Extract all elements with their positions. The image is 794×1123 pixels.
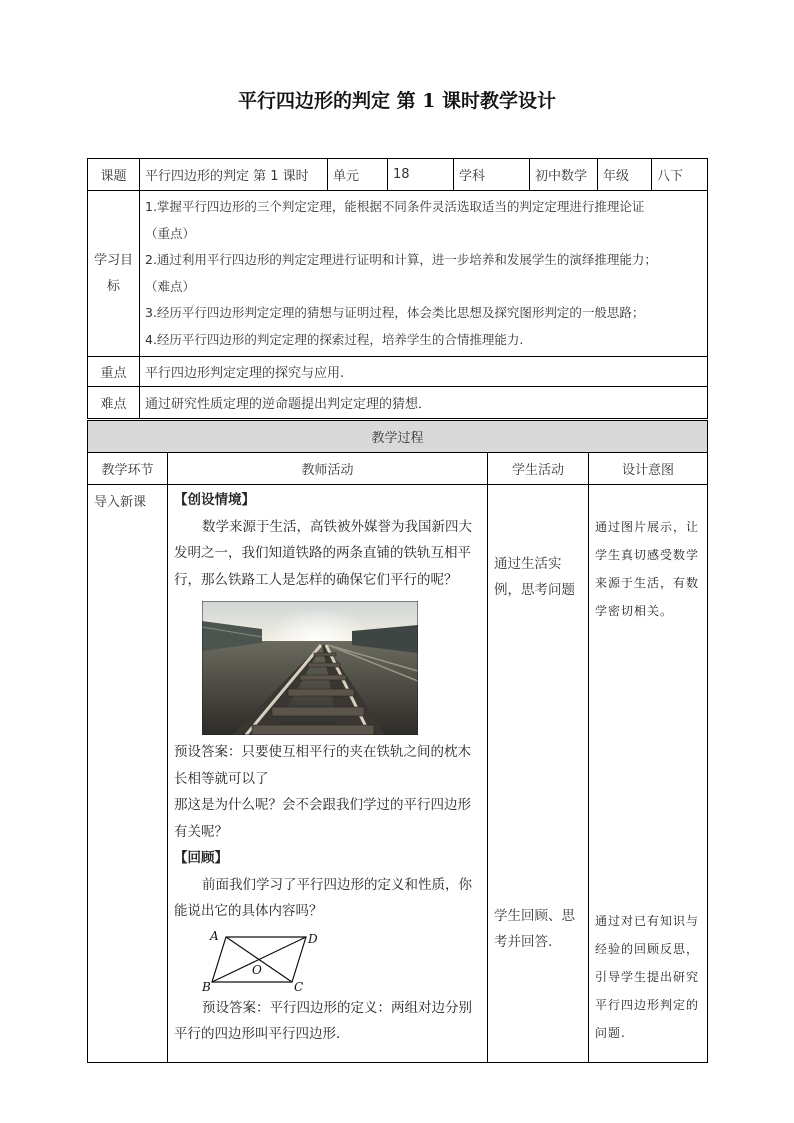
topic-label: 课题 <box>88 159 140 191</box>
teaching-process-table <box>87 420 708 1063</box>
goals-cell <box>140 191 708 357</box>
unit-label: 单元 <box>328 159 388 191</box>
design-intent-cell <box>589 485 708 1063</box>
goal-line: 3.经历平行四边形判定定理的猜想与证明过程，体会类比思想及探究图形判定的一般思路； <box>145 305 645 320</box>
topic-value: 平行四边形的判定 第 1 课时 <box>140 159 328 191</box>
vertex-label-d: D <box>308 931 318 946</box>
goal-line: （重点） <box>145 225 196 241</box>
lesson-info-table <box>87 158 708 419</box>
student-activity-cell <box>488 485 589 1063</box>
review-paragraph: 前面我们学习了平行四边形的定义和性质，你能说出它的具体内容吗？ <box>174 876 472 919</box>
grade-label: 年级 <box>598 159 652 191</box>
page-title: 平行四边形的判定 第 1 课时教学设计 <box>237 90 557 112</box>
subject-label: 学科 <box>454 159 530 191</box>
grade-value: 八下 <box>652 159 708 191</box>
vertex-label-b: B <box>202 979 211 994</box>
goal-line: 1.掌握平行四边形的三个判定定理，能根据不同条件灵活选取适当的判定定理进行推理论证 <box>145 199 645 214</box>
railway-track-photo <box>202 601 418 735</box>
teacher-activity-cell <box>168 485 488 1063</box>
header-teacher: 教师活动 <box>168 453 488 485</box>
heading-review: 【回顾】 <box>174 850 228 866</box>
center-label-o: O <box>252 962 262 977</box>
preset-answer-2: 预设答案：平行四边形的定义：两组对边分别平行的四边形叫平行四边形. <box>174 999 472 1042</box>
subject-value: 初中数学 <box>530 159 598 191</box>
heading-scenario: 【创设情境】 <box>174 492 255 508</box>
goal-line: （难点） <box>145 278 196 294</box>
goal-line: 4.经历平行四边形的判定定理的探索过程，培养学生的合情推理能力. <box>145 331 524 347</box>
difficulty-value: 通过研究性质定理的逆命题提出判定定理的猜想． <box>140 387 708 419</box>
process-section-title: 教学过程 <box>88 421 708 453</box>
header-design: 设计意图 <box>589 453 708 485</box>
key-value: 平行四边形判定定理的探究与应用. <box>140 357 708 387</box>
difficulty-label: 难点 <box>88 387 140 419</box>
question-1: 那这是为什么呢？会不会跟我们学过的平行四边形有关呢？ <box>174 797 471 840</box>
stage-cell: 导入新课 <box>88 485 168 1063</box>
student-activity-2: 学生回顾、思考并回答. <box>494 908 575 950</box>
design-intent-2: 通过对已有知识与经验的回顾反思，引导学生提出研究平行四边形判定的问题. <box>595 914 700 1040</box>
goal-line: 2.通过利用平行四边形的判定定理进行证明和计算，进一步培养和发展学生的演绎推理能力； <box>145 252 657 267</box>
header-stage: 教学环节 <box>88 453 168 485</box>
parallelogram-figure <box>202 929 324 995</box>
scenario-paragraph: 数学来源于生活，高铁被外媒誉为我国新四大发明之一，我们知道铁路的两条直铺的铁轨互相平行，那么铁路工人是怎样的确保它们平行的呢？ <box>174 518 472 588</box>
vertex-label-a: A <box>210 928 219 943</box>
design-intent-1: 通过图片展示，让学生真切感受数学来源于生活，有数学密切相关。 <box>595 520 700 618</box>
unit-value: 18 <box>388 159 454 191</box>
vertex-label-c: C <box>294 979 304 994</box>
goals-label: 学习目标 <box>88 191 140 357</box>
header-student: 学生活动 <box>488 453 589 485</box>
student-activity-1: 通过生活实例，思考问题 <box>494 556 575 598</box>
key-label: 重点 <box>88 357 140 387</box>
preset-answer-1: 预设答案：只要使互相平行的夹在铁轨之间的枕木长相等就可以了 <box>174 744 471 787</box>
